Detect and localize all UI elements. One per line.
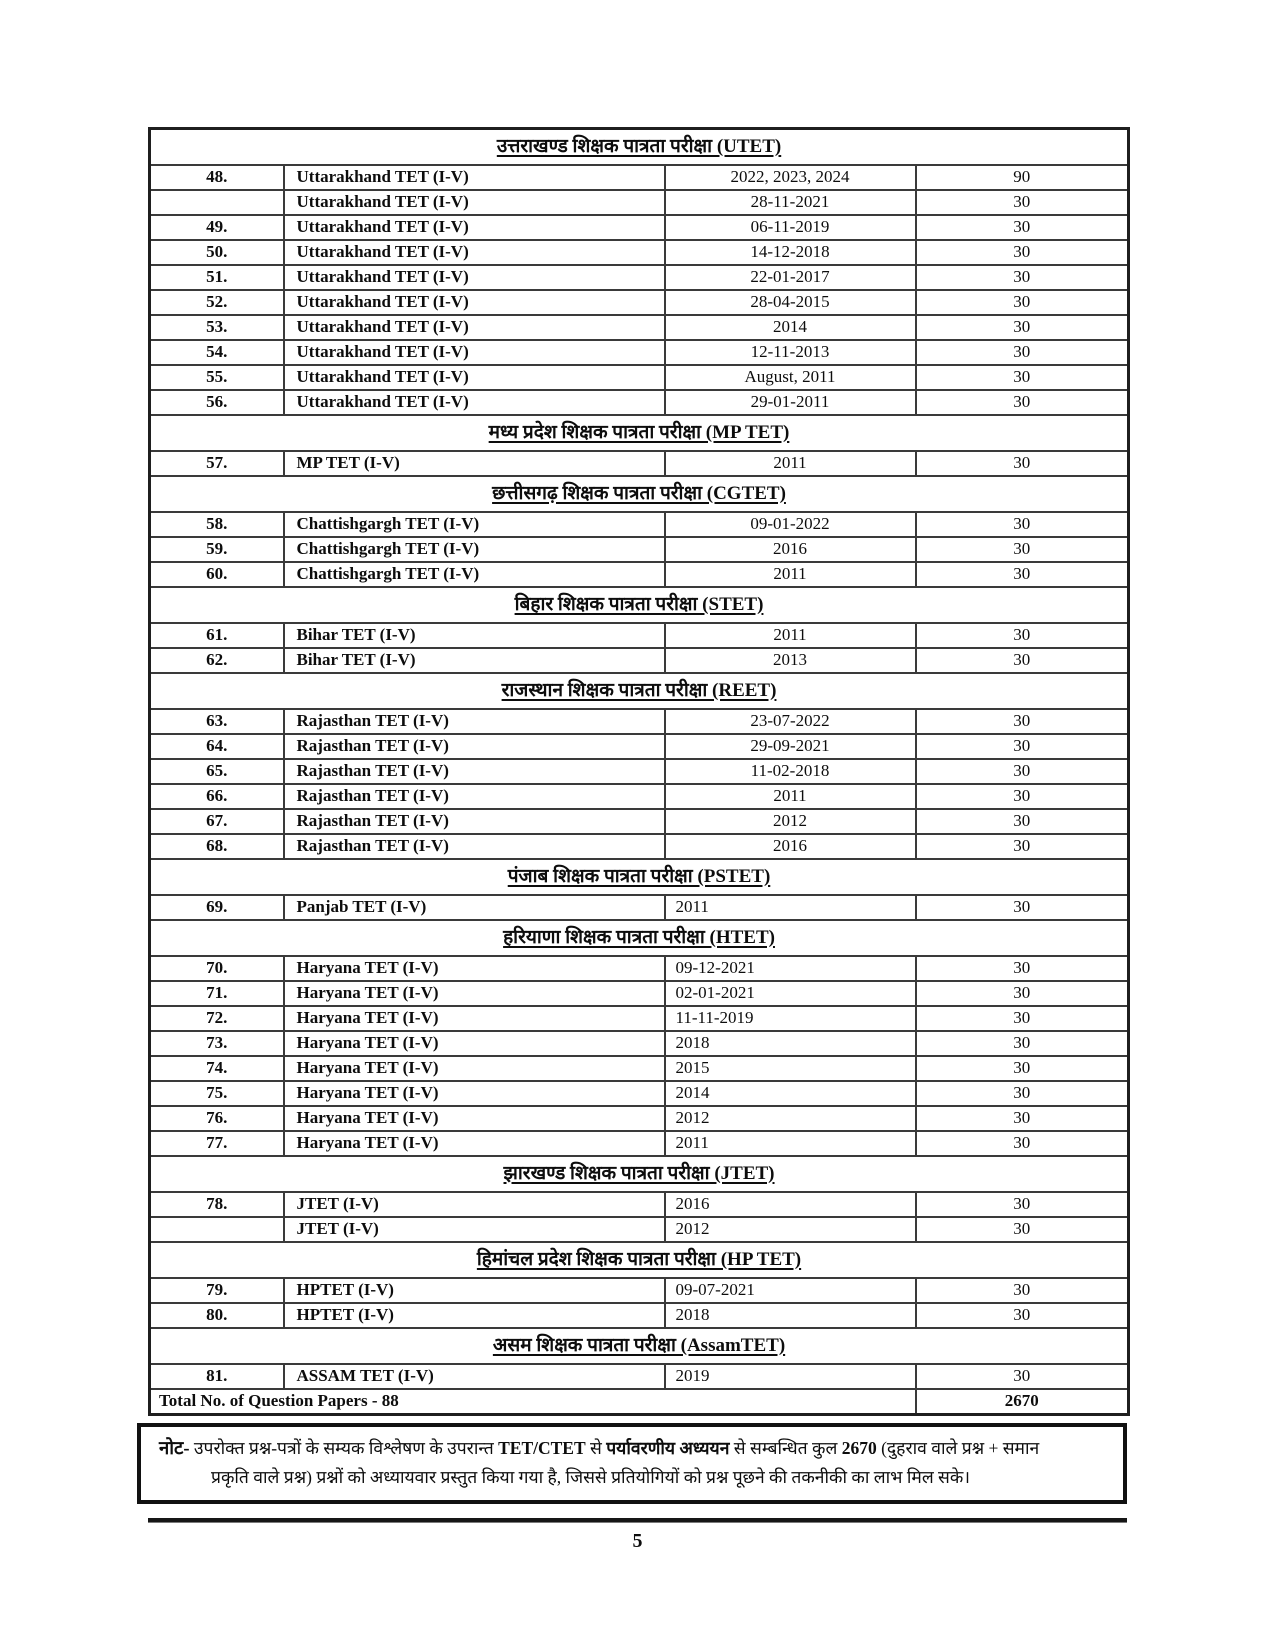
- table-row: [150, 1081, 1129, 1106]
- exam-name-cell: Haryana TET (I-V): [284, 1031, 665, 1056]
- serial-number-cell: 59.: [150, 537, 284, 562]
- exam-name-cell: Rajasthan TET (I-V): [284, 734, 665, 759]
- table-row: [150, 1131, 1129, 1156]
- exam-name-cell: Haryana TET (I-V): [284, 981, 665, 1006]
- question-count-cell: 30: [916, 451, 1129, 476]
- total-value-cell: 2670: [916, 1389, 1129, 1415]
- table-row: [150, 190, 1129, 215]
- exam-name-cell: Haryana TET (I-V): [284, 1081, 665, 1106]
- section-header-row: [150, 415, 1129, 451]
- serial-number-cell: 71.: [150, 981, 284, 1006]
- exam-name-cell: Bihar TET (I-V): [284, 623, 665, 648]
- serial-number-cell: 63.: [150, 709, 284, 734]
- table-row: [150, 759, 1129, 784]
- exam-name-cell: MP TET (I-V): [284, 451, 665, 476]
- question-count-cell: 30: [916, 512, 1129, 537]
- table-row: [150, 895, 1129, 920]
- exam-name-cell: Uttarakhand TET (I-V): [284, 290, 665, 315]
- serial-number-cell: 64.: [150, 734, 284, 759]
- table-row: [150, 165, 1129, 190]
- question-count-cell: 30: [916, 215, 1129, 240]
- section-title: उत्तराखण्ड शिक्षक पात्रता परीक्षा (UTET): [496, 135, 782, 157]
- serial-number-cell: 80.: [150, 1303, 284, 1328]
- question-count-cell: 30: [916, 240, 1129, 265]
- table-row: [150, 1056, 1129, 1081]
- question-count-cell: 30: [916, 315, 1129, 340]
- question-count-cell: 30: [916, 1192, 1129, 1217]
- serial-number-cell: 50.: [150, 240, 284, 265]
- exam-date-cell: August, 2011: [665, 365, 916, 390]
- exam-date-cell: 09-12-2021: [665, 956, 916, 981]
- table-row: [150, 1303, 1129, 1328]
- exam-name-cell: Rajasthan TET (I-V): [284, 809, 665, 834]
- exam-name-cell: Chattishgargh TET (I-V): [284, 562, 665, 587]
- section-title: हरियाणा शिक्षक पात्रता परीक्षा (HTET): [503, 926, 775, 948]
- question-count-cell: 30: [916, 1106, 1129, 1131]
- table-row: [150, 623, 1129, 648]
- serial-number-cell: 76.: [150, 1106, 284, 1131]
- question-count-cell: 30: [916, 834, 1129, 859]
- exam-date-cell: 2016: [665, 537, 916, 562]
- table-row: [150, 315, 1129, 340]
- section-header-cell: [150, 415, 1129, 451]
- serial-number-cell: 68.: [150, 834, 284, 859]
- exam-date-cell: 2011: [665, 784, 916, 809]
- serial-number-cell: 67.: [150, 809, 284, 834]
- exam-date-cell: 2014: [665, 315, 916, 340]
- section-header-row: [150, 476, 1129, 512]
- table-row: [150, 1364, 1129, 1389]
- exam-name-cell: Uttarakhand TET (I-V): [284, 340, 665, 365]
- exam-date-cell: 09-01-2022: [665, 512, 916, 537]
- question-count-cell: 30: [916, 1364, 1129, 1389]
- exam-date-cell: 06-11-2019: [665, 215, 916, 240]
- exam-date-cell: 2014: [665, 1081, 916, 1106]
- exam-name-cell: Bihar TET (I-V): [284, 648, 665, 673]
- serial-number-cell: 74.: [150, 1056, 284, 1081]
- table-row: [150, 734, 1129, 759]
- section-header-cell: [150, 920, 1129, 956]
- question-count-cell: 30: [916, 648, 1129, 673]
- serial-number-cell: 78.: [150, 1192, 284, 1217]
- section-header-row: [150, 587, 1129, 623]
- question-count-cell: 30: [916, 290, 1129, 315]
- serial-number-cell: 60.: [150, 562, 284, 587]
- exam-date-cell: 29-01-2011: [665, 390, 916, 415]
- exam-name-cell: Uttarakhand TET (I-V): [284, 365, 665, 390]
- section-title: मध्य प्रदेश शिक्षक पात्रता परीक्षा (MP TET): [488, 421, 790, 443]
- question-count-cell: 30: [916, 390, 1129, 415]
- serial-number-cell: 66.: [150, 784, 284, 809]
- table-row: [150, 512, 1129, 537]
- section-header-cell: [150, 476, 1129, 512]
- serial-number-cell: 49.: [150, 215, 284, 240]
- exam-date-cell: 11-02-2018: [665, 759, 916, 784]
- question-count-cell: 30: [916, 340, 1129, 365]
- table-row: [150, 956, 1129, 981]
- total-label-cell: Total No. of Question Papers - 88: [150, 1389, 916, 1415]
- exam-date-cell: 2011: [665, 895, 916, 920]
- question-count-cell: 30: [916, 1031, 1129, 1056]
- section-header-row: [150, 1156, 1129, 1192]
- exam-name-cell: Rajasthan TET (I-V): [284, 759, 665, 784]
- table-row: [150, 834, 1129, 859]
- note-label: नोट-: [159, 1439, 190, 1459]
- serial-number-cell: 65.: [150, 759, 284, 784]
- table-row: [150, 215, 1129, 240]
- serial-number-cell: 72.: [150, 1006, 284, 1031]
- table-row: [150, 537, 1129, 562]
- table-row: [150, 1278, 1129, 1303]
- question-count-cell: 30: [916, 1217, 1129, 1242]
- section-header-cell: [150, 1328, 1129, 1364]
- note-plain-text: प्रकृति वाले प्रश्न) प्रश्नों को अध्यायवार प्रस्तुत किया गया है, जिससे प्रतियोगियों को प्रश्न पूछने की तकनीकी का लाभ मिल सके।: [211, 1467, 970, 1487]
- section-header-row: [150, 1242, 1129, 1278]
- question-count-cell: 30: [916, 981, 1129, 1006]
- table-row: [150, 340, 1129, 365]
- exam-name-cell: Haryana TET (I-V): [284, 1131, 665, 1156]
- question-papers-table: [148, 127, 1130, 1416]
- section-header-cell: [150, 1156, 1129, 1192]
- serial-number-cell: 70.: [150, 956, 284, 981]
- question-count-cell: 30: [916, 1056, 1129, 1081]
- exam-date-cell: 11-11-2019: [665, 1006, 916, 1031]
- exam-name-cell: Panjab TET (I-V): [284, 895, 665, 920]
- exam-date-cell: 23-07-2022: [665, 709, 916, 734]
- exam-date-cell: 2016: [665, 1192, 916, 1217]
- question-count-cell: 30: [916, 365, 1129, 390]
- note-plain-text: से: [585, 1438, 607, 1458]
- total-row: [150, 1389, 1129, 1415]
- exam-date-cell: 2011: [665, 562, 916, 587]
- serial-number-cell: [150, 190, 284, 215]
- question-count-cell: 30: [916, 1303, 1129, 1328]
- footer-rule: [148, 1518, 1127, 1523]
- question-count-cell: 30: [916, 190, 1129, 215]
- exam-date-cell: 2022, 2023, 2024: [665, 165, 916, 190]
- table-row: [150, 240, 1129, 265]
- section-title: हिमांचल प्रदेश शिक्षक पात्रता परीक्षा (HP TET): [476, 1248, 802, 1270]
- exam-date-cell: 2012: [665, 1106, 916, 1131]
- exam-name-cell: Haryana TET (I-V): [284, 1056, 665, 1081]
- question-count-cell: 30: [916, 709, 1129, 734]
- section-header-row: [150, 129, 1129, 165]
- exam-date-cell: 2015: [665, 1056, 916, 1081]
- exam-date-cell: 2011: [665, 623, 916, 648]
- question-count-cell: 90: [916, 165, 1129, 190]
- table-row: [150, 809, 1129, 834]
- table-row: [150, 1217, 1129, 1242]
- exam-name-cell: Haryana TET (I-V): [284, 1006, 665, 1031]
- serial-number-cell: 69.: [150, 895, 284, 920]
- table-row: [150, 1006, 1129, 1031]
- exam-name-cell: Uttarakhand TET (I-V): [284, 315, 665, 340]
- serial-number-cell: 79.: [150, 1278, 284, 1303]
- exam-date-cell: 09-07-2021: [665, 1278, 916, 1303]
- table-row: [150, 709, 1129, 734]
- exam-name-cell: Uttarakhand TET (I-V): [284, 240, 665, 265]
- note-plain-text: (दुहराव वाले प्रश्न + समान: [876, 1438, 1040, 1458]
- serial-number-cell: 56.: [150, 390, 284, 415]
- serial-number-cell: [150, 1217, 284, 1242]
- question-count-cell: 30: [916, 1278, 1129, 1303]
- exam-name-cell: Rajasthan TET (I-V): [284, 709, 665, 734]
- note-bold-text: पर्यावरणीय अध्ययन: [606, 1438, 730, 1458]
- exam-name-cell: JTET (I-V): [284, 1192, 665, 1217]
- section-title: झारखण्ड शिक्षक पात्रता परीक्षा (JTET): [503, 1162, 775, 1184]
- section-title: पंजाब शिक्षक पात्रता परीक्षा (PSTET): [507, 865, 771, 887]
- table-row: [150, 290, 1129, 315]
- exam-name-cell: ASSAM TET (I-V): [284, 1364, 665, 1389]
- serial-number-cell: 53.: [150, 315, 284, 340]
- section-title: बिहार शिक्षक पात्रता परीक्षा (STET): [514, 593, 764, 615]
- exam-date-cell: 12-11-2013: [665, 340, 916, 365]
- section-title: छत्तीसगढ़ शिक्षक पात्रता परीक्षा (CGTET): [492, 482, 786, 504]
- exam-name-cell: Haryana TET (I-V): [284, 956, 665, 981]
- section-header-row: [150, 1328, 1129, 1364]
- exam-date-cell: 28-04-2015: [665, 290, 916, 315]
- question-count-cell: 30: [916, 759, 1129, 784]
- question-count-cell: 30: [916, 562, 1129, 587]
- serial-number-cell: 51.: [150, 265, 284, 290]
- note-plain-text: उपरोक्त प्रश्न-पत्रों के सम्यक विश्लेषण के उपरान्त: [193, 1438, 499, 1458]
- table-row: [150, 451, 1129, 476]
- exam-name-cell: Uttarakhand TET (I-V): [284, 390, 665, 415]
- section-header-cell: [150, 673, 1129, 709]
- exam-date-cell: 2018: [665, 1031, 916, 1056]
- question-count-cell: 30: [916, 265, 1129, 290]
- table-row: [150, 265, 1129, 290]
- question-count-cell: 30: [916, 1006, 1129, 1031]
- exam-date-cell: 02-01-2021: [665, 981, 916, 1006]
- exam-name-cell: Rajasthan TET (I-V): [284, 784, 665, 809]
- note-bold-text: 2670: [841, 1438, 877, 1458]
- serial-number-cell: 81.: [150, 1364, 284, 1389]
- question-count-cell: 30: [916, 1131, 1129, 1156]
- note-text: [159, 1434, 1107, 1491]
- serial-number-cell: 52.: [150, 290, 284, 315]
- question-count-cell: 30: [916, 623, 1129, 648]
- exam-name-cell: Uttarakhand TET (I-V): [284, 215, 665, 240]
- question-count-cell: 30: [916, 1081, 1129, 1106]
- question-count-cell: 30: [916, 734, 1129, 759]
- serial-number-cell: 75.: [150, 1081, 284, 1106]
- exam-name-cell: Rajasthan TET (I-V): [284, 834, 665, 859]
- section-title: राजस्थान शिक्षक पात्रता परीक्षा (REET): [501, 679, 777, 701]
- question-count-cell: 30: [916, 809, 1129, 834]
- exam-date-cell: 2012: [665, 1217, 916, 1242]
- exam-date-cell: 2012: [665, 809, 916, 834]
- exam-name-cell: Haryana TET (I-V): [284, 1106, 665, 1131]
- serial-number-cell: 48.: [150, 165, 284, 190]
- table-row: [150, 648, 1129, 673]
- exam-date-cell: 2013: [665, 648, 916, 673]
- table-row: [150, 1106, 1129, 1131]
- exam-date-cell: 2011: [665, 451, 916, 476]
- table-row: [150, 981, 1129, 1006]
- exam-name-cell: Uttarakhand TET (I-V): [284, 190, 665, 215]
- table-row: [150, 562, 1129, 587]
- exam-date-cell: 2016: [665, 834, 916, 859]
- exam-date-cell: 28-11-2021: [665, 190, 916, 215]
- section-header-cell: [150, 1242, 1129, 1278]
- serial-number-cell: 55.: [150, 365, 284, 390]
- question-count-cell: 30: [916, 537, 1129, 562]
- note-plain-text: से सम्बन्धित कुल: [729, 1438, 842, 1458]
- exam-date-cell: 14-12-2018: [665, 240, 916, 265]
- serial-number-cell: 62.: [150, 648, 284, 673]
- table-body: [150, 129, 1129, 1415]
- question-count-cell: 30: [916, 956, 1129, 981]
- section-header-cell: [150, 587, 1129, 623]
- serial-number-cell: 54.: [150, 340, 284, 365]
- table-row: [150, 390, 1129, 415]
- exam-date-cell: 2011: [665, 1131, 916, 1156]
- serial-number-cell: 73.: [150, 1031, 284, 1056]
- exam-name-cell: Uttarakhand TET (I-V): [284, 265, 665, 290]
- exam-date-cell: 22-01-2017: [665, 265, 916, 290]
- question-count-cell: 30: [916, 784, 1129, 809]
- section-header-cell: [150, 129, 1129, 165]
- table-row: [150, 1192, 1129, 1217]
- section-header-cell: [150, 859, 1129, 895]
- exam-name-cell: Uttarakhand TET (I-V): [284, 165, 665, 190]
- note-box: [137, 1423, 1127, 1504]
- note-bold-text: TET/CTET: [498, 1438, 586, 1458]
- page-number: 5: [632, 1530, 643, 1552]
- exam-name-cell: HPTET (I-V): [284, 1303, 665, 1328]
- exam-name-cell: JTET (I-V): [284, 1217, 665, 1242]
- section-header-row: [150, 673, 1129, 709]
- section-header-row: [150, 920, 1129, 956]
- exam-name-cell: HPTET (I-V): [284, 1278, 665, 1303]
- serial-number-cell: 58.: [150, 512, 284, 537]
- table-row: [150, 1031, 1129, 1056]
- serial-number-cell: 77.: [150, 1131, 284, 1156]
- exam-date-cell: 29-09-2021: [665, 734, 916, 759]
- table-row: [150, 365, 1129, 390]
- exam-name-cell: Chattishgargh TET (I-V): [284, 537, 665, 562]
- exam-date-cell: 2019: [665, 1364, 916, 1389]
- section-title: असम शिक्षक पात्रता परीक्षा (AssamTET): [492, 1334, 786, 1356]
- exam-date-cell: 2018: [665, 1303, 916, 1328]
- table-row: [150, 784, 1129, 809]
- serial-number-cell: 57.: [150, 451, 284, 476]
- question-count-cell: 30: [916, 895, 1129, 920]
- exam-name-cell: Chattishgargh TET (I-V): [284, 512, 665, 537]
- section-header-row: [150, 859, 1129, 895]
- serial-number-cell: 61.: [150, 623, 284, 648]
